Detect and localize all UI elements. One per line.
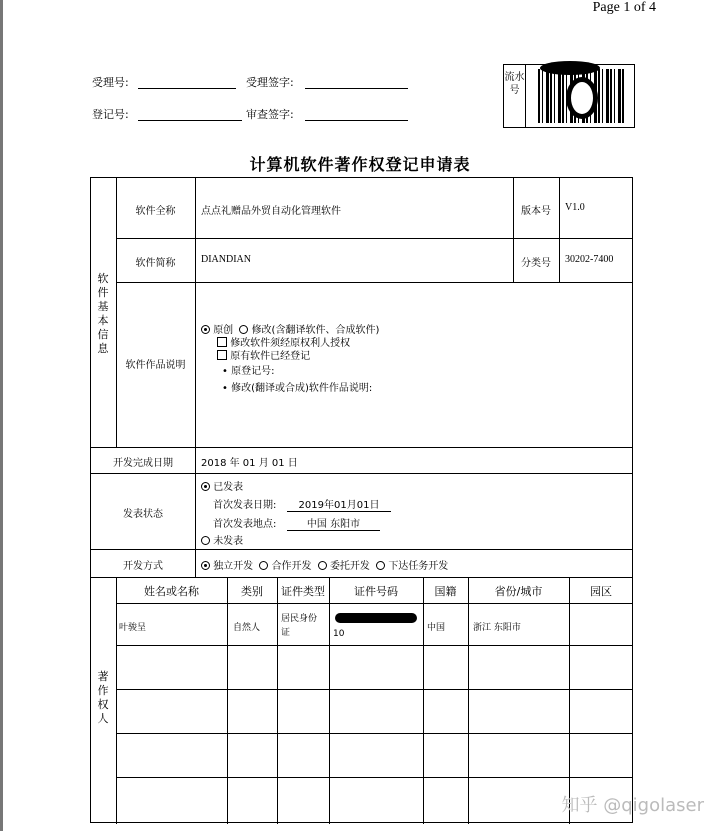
authorized-label: 修改软件须经原权利人授权 <box>230 338 351 349</box>
redaction <box>335 613 417 623</box>
dev-mode-options <box>201 557 448 572</box>
accept-no-label: 受理号: <box>92 76 129 89</box>
owner-header-id-number: 证件号码 <box>354 585 398 598</box>
unpublished-label: 未发表 <box>213 536 244 547</box>
completion-label: 开发完成日期 <box>113 458 173 469</box>
short-name-value: DIANDIAN <box>201 254 251 265</box>
orig-reg-no: • 原登记号: <box>222 366 275 377</box>
owner-header-id-type: 证件类型 <box>281 585 325 598</box>
owner-header-city: 省份/城市 <box>494 585 543 598</box>
section-software-info: 软件基本信息 <box>97 272 109 355</box>
radio-empty-icon <box>318 561 327 570</box>
description-label: 软件作品说明 <box>125 360 186 371</box>
application-form <box>90 177 633 823</box>
owner-city: 浙江 东阳市 <box>473 623 521 633</box>
dev-mode-option[interactable] <box>318 561 370 572</box>
owner-nationality: 中国 <box>427 623 446 633</box>
radio-empty-icon <box>201 536 210 545</box>
full-name-value: 点点礼赠品外贸自动化管理软件 <box>201 206 341 217</box>
dev-mode-option[interactable] <box>259 561 311 572</box>
first-place-value: 中国 东阳市 <box>287 515 380 531</box>
first-date-value: 2019年01月01日 <box>287 496 391 512</box>
owner-category: 自然人 <box>233 623 261 633</box>
radio-checked-icon <box>201 325 210 334</box>
owner-id-type: 居民身份证 <box>281 614 318 638</box>
accept-sign-field <box>305 88 408 89</box>
unpublished-option[interactable] <box>201 532 243 547</box>
owner-header-park: 园区 <box>590 585 612 598</box>
register-no-field <box>138 120 242 121</box>
dev-mode-option-label: 独立开发 <box>213 561 254 572</box>
radio-empty-icon <box>259 561 268 570</box>
dev-mode-option[interactable] <box>201 561 253 572</box>
owner-header-category: 类别 <box>241 585 263 598</box>
registered-checkbox[interactable] <box>217 347 310 362</box>
owner-id-number: 10 <box>333 629 345 639</box>
completion-value: 2018 年 01 月 01 日 <box>201 458 298 469</box>
radio-checked-icon <box>201 482 210 491</box>
category-value: 30202-7400 <box>565 254 614 265</box>
radio-empty-icon <box>239 325 248 334</box>
registered-label: 原有软件已经登记 <box>230 351 311 362</box>
dev-mode-option-label: 下达任务开发 <box>388 561 449 572</box>
serial-label: 流水号 <box>504 65 526 127</box>
modified-option-label: 修改(含翻译软件、合成软件) <box>251 325 380 336</box>
dev-mode-option[interactable] <box>376 561 448 572</box>
accept-sign-label: 受理签字: <box>246 76 294 89</box>
short-name-label: 软件简称 <box>135 258 176 269</box>
version-label: 版本号 <box>521 206 551 217</box>
review-sign-label: 审查签字: <box>246 108 294 121</box>
category-label: 分类号 <box>521 258 551 269</box>
checkbox-icon <box>217 350 227 360</box>
dev-mode-option-label: 合作开发 <box>271 561 312 572</box>
page-edge <box>0 0 3 831</box>
page-number: Page 1 of 4 <box>592 0 656 15</box>
watermark: 知乎 @qigolaser <box>561 795 704 816</box>
published-option[interactable] <box>201 478 243 493</box>
publish-label: 发表状态 <box>123 509 163 520</box>
register-no-label: 登记号: <box>92 108 129 121</box>
redaction <box>566 77 598 119</box>
version-value: V1.0 <box>565 202 585 213</box>
first-date-label: 首次发表日期: <box>213 500 277 511</box>
dev-mode-option-label: 委托开发 <box>329 561 370 572</box>
owner-header-nationality: 国籍 <box>434 585 457 598</box>
checkbox-icon <box>217 337 227 347</box>
review-sign-field <box>305 120 408 121</box>
owner-name: 叶骏呈 <box>119 623 147 633</box>
radio-checked-icon <box>201 561 210 570</box>
accept-no-field <box>138 88 236 89</box>
form-title: 计算机软件著作权登记申请表 <box>249 155 471 174</box>
redaction <box>540 61 600 75</box>
original-option-label: 原创 <box>213 325 234 336</box>
radio-empty-icon <box>376 561 385 570</box>
full-name-label: 软件全称 <box>135 206 176 217</box>
dev-mode-label: 开发方式 <box>123 561 163 572</box>
published-label: 已发表 <box>213 482 244 493</box>
serial-box <box>503 64 635 128</box>
owner-header-name: 姓名或名称 <box>144 585 199 598</box>
section-owner: 著作权人 <box>97 670 109 725</box>
first-place-label: 首次发表地点: <box>213 519 277 530</box>
mod-desc: • 修改(翻译或合成)软件作品说明: <box>222 383 373 394</box>
